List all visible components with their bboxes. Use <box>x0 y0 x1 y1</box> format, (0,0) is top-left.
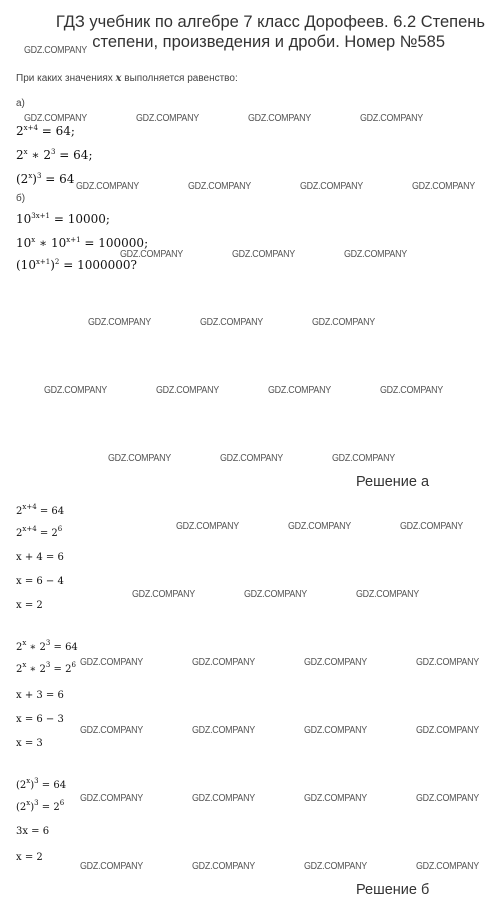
watermark: GDZ.COMPANY <box>192 860 255 872</box>
page-title-line2: степени, произведения и дроби. Номер №585 <box>92 33 445 51</box>
watermark: GDZ.COMPANY <box>80 860 143 872</box>
watermark: GDZ.COMPANY <box>360 112 423 124</box>
prompt-variable: x <box>115 73 122 84</box>
solution-a-b3-l3: 3x = 6 <box>16 826 50 837</box>
solution-a-b1-l4: x = 6 − 4 <box>16 576 64 587</box>
watermark: GDZ.COMPANY <box>188 180 251 192</box>
equation-a2: 2$^x$ ∗ $2^3 = 64$; <box>16 148 93 162</box>
solution-a-b3-l1: $(2^x)^3 = 64$ <box>16 777 67 791</box>
watermark: GDZ.COMPANY <box>244 588 307 600</box>
watermark: GDZ.COMPANY <box>44 384 107 396</box>
watermark: GDZ.COMPANY <box>220 452 283 464</box>
watermark: GDZ.COMPANY <box>132 588 195 600</box>
watermark: GDZ.COMPANY <box>288 520 351 532</box>
equation-b3: $(10^{x+1})^2 = 1000000$? <box>16 258 137 272</box>
equation-b2: 10$^x$ ∗ $10^{x+1} = 100000$; <box>16 236 149 250</box>
watermark: GDZ.COMPANY <box>156 384 219 396</box>
watermark: GDZ.COMPANY <box>304 656 367 668</box>
solution-a-b2-l1: 2$^x$ ∗ $2^3 = 64$ <box>16 639 78 653</box>
watermark: GDZ.COMPANY <box>344 248 407 260</box>
watermark: GDZ.COMPANY <box>200 316 263 328</box>
watermark: GDZ.COMPANY <box>416 860 479 872</box>
watermark: GDZ.COMPANY <box>356 588 419 600</box>
watermark: GDZ.COMPANY <box>80 656 143 668</box>
watermark: GDZ.COMPANY <box>248 112 311 124</box>
solution-a-b2-l5: x = 3 <box>16 738 43 749</box>
watermark: GDZ.COMPANY <box>232 248 295 260</box>
equation-b1: $10^{3x+1} = 10000$; <box>16 212 110 226</box>
watermark: GDZ.COMPANY <box>268 384 331 396</box>
solution-a-b1-l3: x + 4 = 6 <box>16 552 64 563</box>
watermark: GDZ.COMPANY <box>108 452 171 464</box>
prompt-text-end: выполняется равенство: <box>121 73 238 84</box>
watermark: GDZ.COMPANY <box>412 180 475 192</box>
watermark: GDZ.COMPANY <box>80 792 143 804</box>
watermark: GDZ.COMPANY <box>416 656 479 668</box>
watermark: GDZ.COMPANY <box>24 44 87 56</box>
solution-a-b2-l4: x = 6 − 3 <box>16 714 64 725</box>
watermark: GDZ.COMPANY <box>136 112 199 124</box>
watermark: GDZ.COMPANY <box>176 520 239 532</box>
watermark: GDZ.COMPANY <box>304 860 367 872</box>
solution-a-b1-l2: $2^{x+4} = 2^6$ <box>16 525 63 539</box>
solution-b-heading: Решение б <box>356 882 430 898</box>
watermark: GDZ.COMPANY <box>192 792 255 804</box>
watermark: GDZ.COMPANY <box>88 316 151 328</box>
watermark: GDZ.COMPANY <box>300 180 363 192</box>
watermark: GDZ.COMPANY <box>304 792 367 804</box>
watermark: GDZ.COMPANY <box>80 724 143 736</box>
solution-a-b2-l2: 2$^x$ ∗ $2^3 = 2^6$ <box>16 661 76 675</box>
solution-a-b3-l2: $(2^x)^3 = 2^6$ <box>16 799 65 813</box>
watermark: GDZ.COMPANY <box>24 112 87 124</box>
watermark: GDZ.COMPANY <box>304 724 367 736</box>
equation-a3: $(2^x)^3 = 64$ <box>16 172 75 186</box>
equation-a1: $2^{x+4} = 64$; <box>16 124 75 138</box>
watermark: GDZ.COMPANY <box>120 248 183 260</box>
watermark: GDZ.COMPANY <box>192 656 255 668</box>
solution-a-b1-l1: $2^{x+4} = 64$ <box>16 503 65 517</box>
page-title-line1: ГДЗ учебник по алгебре 7 класс Дорофеев. 6.2 Степень <box>55 13 485 31</box>
watermark: GDZ.COMPANY <box>192 724 255 736</box>
watermark: GDZ.COMPANY <box>416 724 479 736</box>
watermark: GDZ.COMPANY <box>332 452 395 464</box>
part-a-label: а) <box>16 98 25 109</box>
solution-a-b3-l4: x = 2 <box>16 852 43 863</box>
part-b-label: б) <box>16 193 26 204</box>
watermark: GDZ.COMPANY <box>416 792 479 804</box>
solution-a-b1-l5: x = 2 <box>16 600 43 611</box>
solution-a-b2-l3: x + 3 = 6 <box>16 690 64 701</box>
watermark: GDZ.COMPANY <box>380 384 443 396</box>
watermark: GDZ.COMPANY <box>312 316 375 328</box>
solution-a-heading: Решение а <box>356 474 430 490</box>
problem-prompt <box>16 73 238 84</box>
prompt-text: При каких значениях <box>16 73 116 84</box>
watermark: GDZ.COMPANY <box>76 180 139 192</box>
watermark: GDZ.COMPANY <box>400 520 463 532</box>
